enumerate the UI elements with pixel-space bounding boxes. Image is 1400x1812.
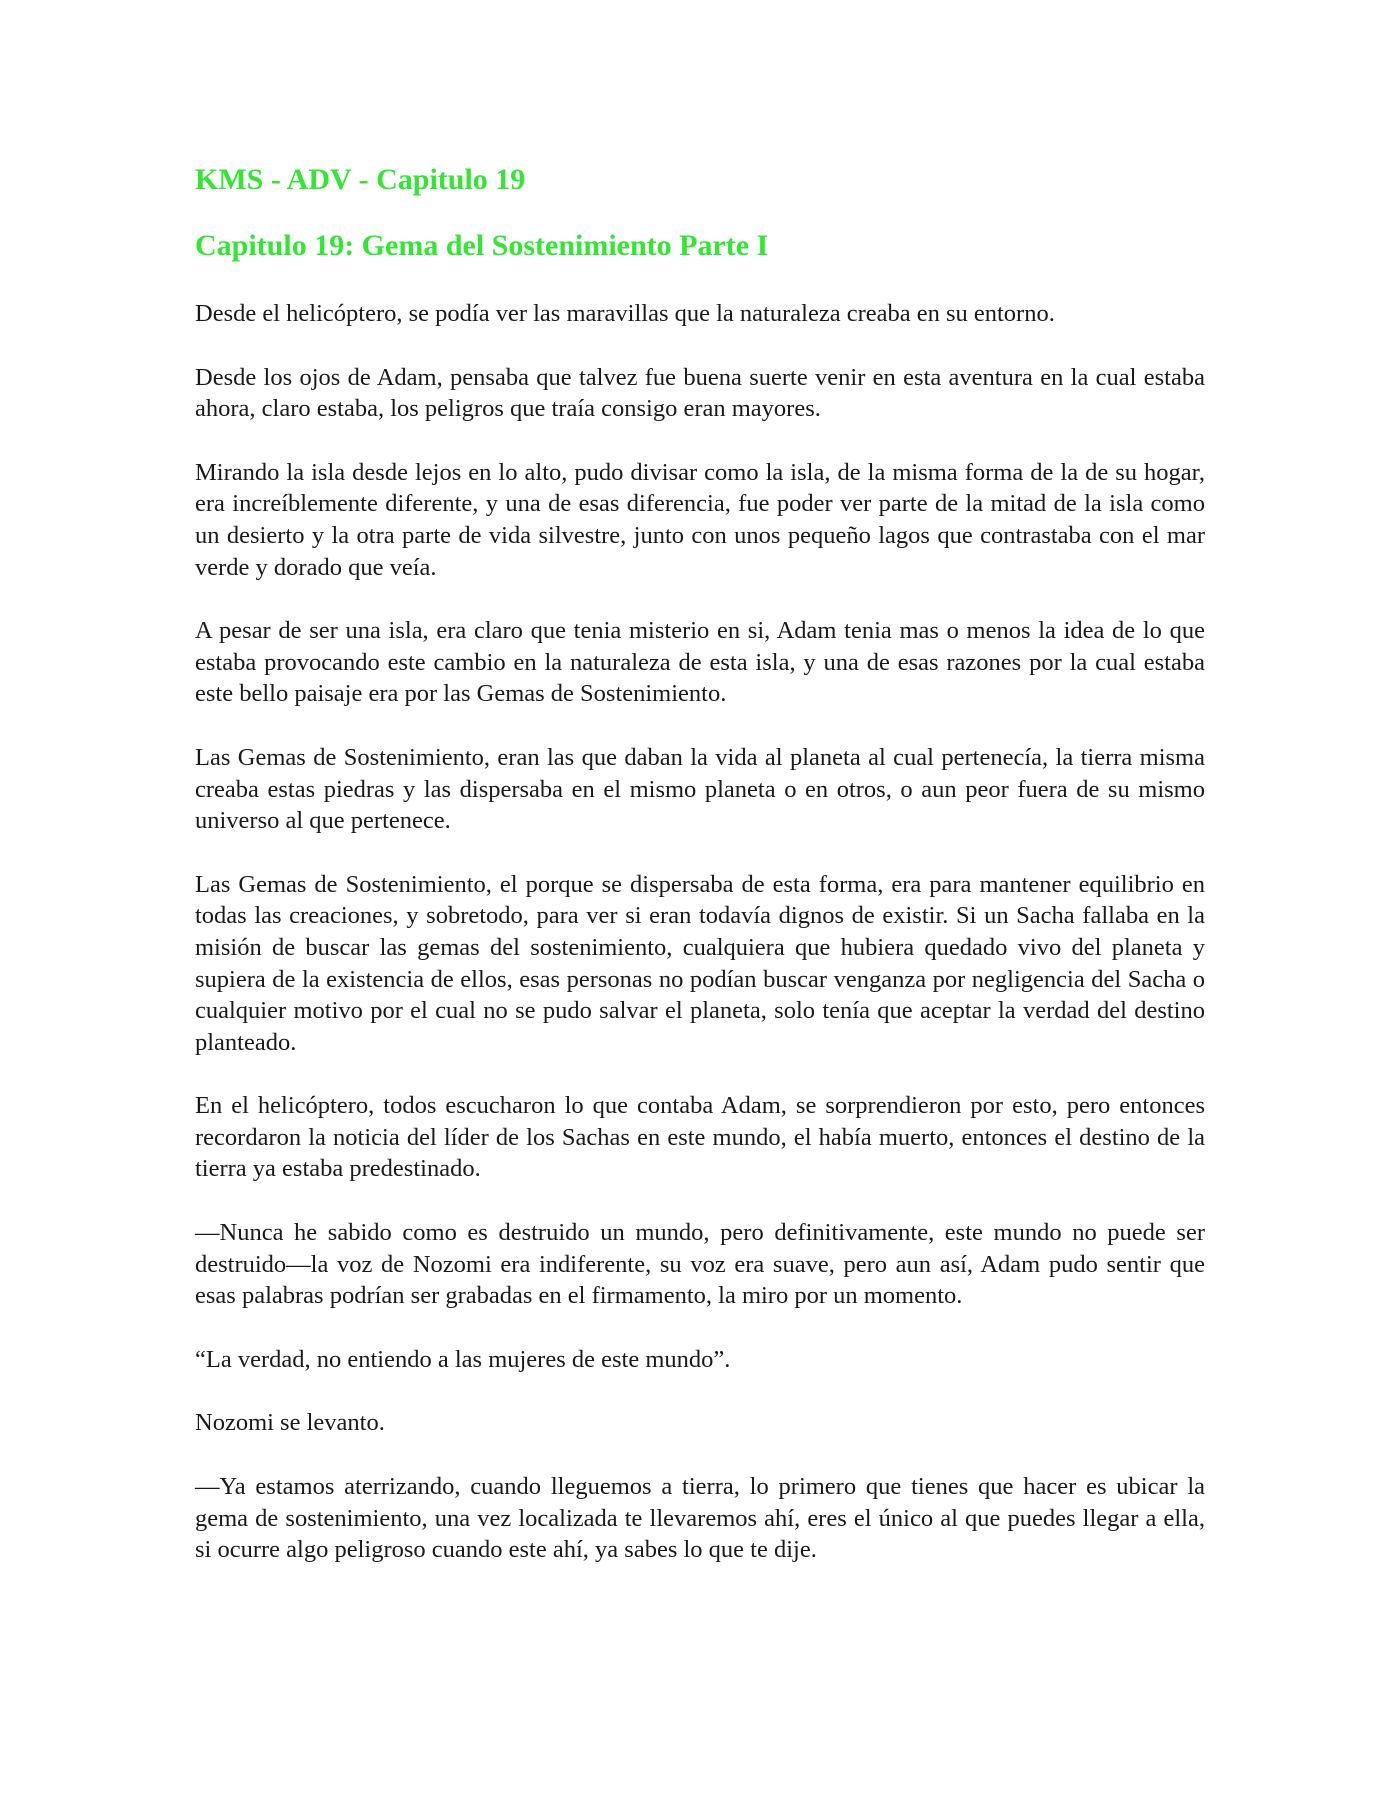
paragraph-3: Mirando la isla desde lejos en lo alto, pudo divisar como la isla, de la misma forma de la de su hogar, era increíblemente diferente, y una de esas diferencia, fue poder ver parte de la mitad de la isla como un desierto y la otra parte de vida silvestre, junto con unos pequeño lagos que contrastaba con el mar verde y dorado que veía.	[195, 458, 1205, 581]
paragraph-1: Desde el helicóptero, se podía ver las maravillas que la naturaleza creaba en su entorno.	[195, 300, 1055, 327]
paragraph-10: Nozomi se levanto.	[195, 1409, 385, 1437]
paragraph-7: En el helicóptero, todos escucharon lo que contaba Adam, se sorprendieron por esto, pero entonces recordaron la noticia del líder de los Sachas en este mundo, el había muerto, entonces el destino de la tierra ya estaba predestinado.	[195, 1092, 1205, 1183]
paragraph-9: “La verdad, no entiendo a las mujeres de este mundo”.	[195, 1345, 731, 1373]
paragraph-2: Desde los ojos de Adam, pensaba que talvez fue buena suerte venir en esta aventura en la cual estaba ahora, claro estaba, los peligros que traía consigo eran mayores.	[195, 363, 1205, 423]
paragraph-8: —Nunca he sabido como es destruido un mundo, pero definitivamente, este mundo no puede ser destruido—la voz de Nozomi era indiferente, su voz era suave, pero aun así, Adam pudo sentir que esas palabras podrían ser grabadas en el firmamento, la miro por un momento.	[195, 1219, 1205, 1310]
chapter-heading: Capitulo 19: Gema del Sostenimiento Parte I	[195, 229, 769, 262]
paragraph-4: A pesar de ser una isla, era claro que tenia misterio en si, Adam tenia mas o menos la idea de lo que estaba provocando este cambio en la naturaleza de esta isla, y una de esas razones por la cual estaba este bello paisaje era por las Gemas de Sostenimiento.	[195, 617, 1205, 708]
document-title: KMS - ADV - Capitulo 19	[195, 163, 526, 196]
paragraph-5: Las Gemas de Sostenimiento, eran las que daban la vida al planeta al cual pertenecía, la tierra misma creaba estas piedras y las dispersaba en el mismo planeta o en otros, o aun peor fuera de su mismo universo al que pertenece.	[195, 743, 1205, 835]
body-text	[195, 298, 1205, 1566]
page-content	[195, 158, 1205, 1598]
paragraph-6: Las Gemas de Sostenimiento, el porque se dispersaba de esta forma, era para mantener equilibrio en todas las creaciones, y sobretodo, para ver si eran todavía dignos de existir. Si un Sacha fallaba en la misión de buscar las gemas del sostenimiento, cualquiera que hubiera quedado vivo del planeta y supiera de la existencia de ellos, esas personas no podían buscar venganza por negligencia del Sacha o cualquier motivo por el cual no se pudo salvar el planeta, solo tenía que aceptar la verdad del destino planteado.	[195, 870, 1205, 1056]
paragraph-11: —Ya estamos aterrizando, cuando lleguemos a tierra, lo primero que tienes que hacer es ubicar la gema de sostenimiento, una vez localizada te llevaremos ahí, eres el único al que puedes llegar a ella, si ocurre algo peligroso cuando este ahí, ya sabes lo que te dije.	[195, 1473, 1205, 1564]
